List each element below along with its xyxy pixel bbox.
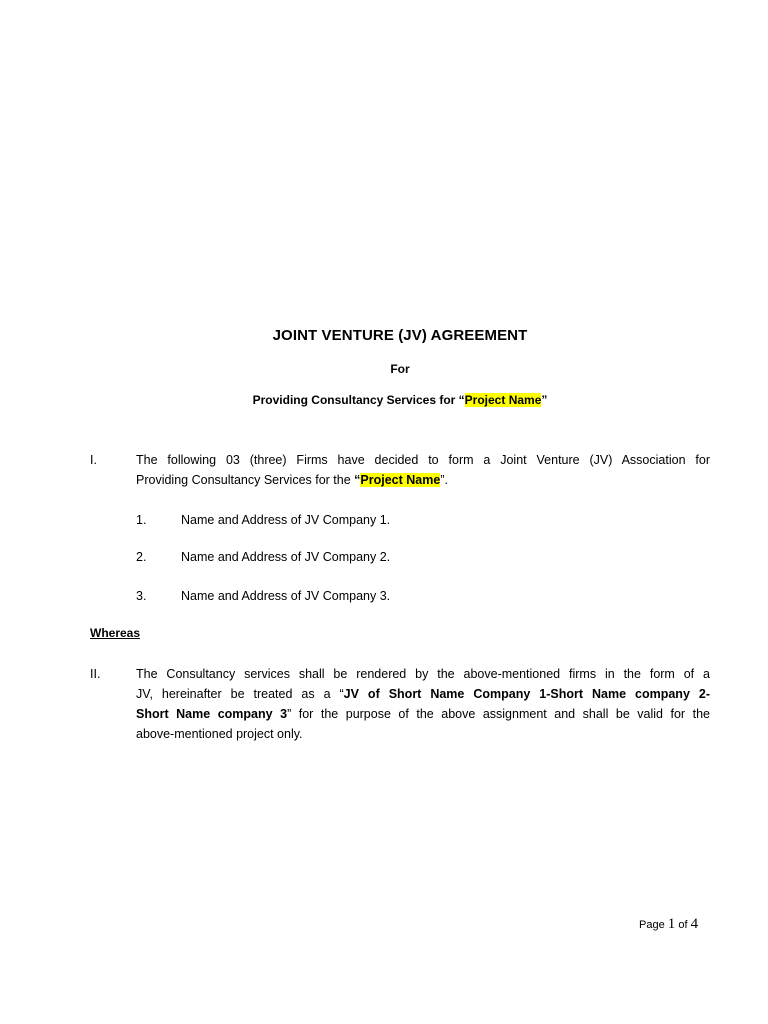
- for-label: For: [390, 362, 410, 376]
- page-label: Page: [639, 919, 665, 931]
- paragraph-line: [136, 684, 710, 704]
- paragraph-line: [136, 704, 710, 724]
- paragraph-number: I.: [90, 453, 97, 467]
- paragraph-body: [136, 450, 710, 490]
- line-text: JV, hereinafter be treated as a “: [136, 687, 344, 701]
- quote-open: “: [354, 473, 361, 487]
- of-label: of: [678, 919, 688, 931]
- company-list-item: [136, 586, 390, 606]
- document-title: JOINT VENTURE (JV) AGREEMENT: [272, 327, 528, 344]
- list-item-text: Name and Address of JV Company 2.: [181, 550, 391, 564]
- list-item-text: Name and Address of JV Company 1.: [181, 513, 391, 527]
- current-page-number: 1: [667, 916, 676, 932]
- list-item-number: 2.: [136, 550, 147, 564]
- paragraph-line: [136, 473, 448, 487]
- whereas-heading: Whereas: [90, 626, 141, 640]
- list-item-text: Name and Address of JV Company 3.: [181, 589, 391, 603]
- jv-name-bold: JV of Short Name Company 1-Short Name company 2-: [343, 687, 710, 701]
- subtitle-prefix: Providing Consultancy Services for “: [252, 393, 465, 407]
- paragraph-ii: [90, 664, 710, 744]
- total-pages-number: 4: [690, 916, 699, 932]
- company-list-item: [136, 510, 390, 530]
- paragraph-line: The Consultancy services shall be rendered by the above-mentioned firms in the form of a: [136, 667, 710, 681]
- jv-name-bold: Short Name company 3: [136, 707, 288, 721]
- list-item-number: 1.: [136, 513, 147, 527]
- line-text: ”.: [440, 473, 448, 487]
- subtitle-project-name-highlight: Project Name: [464, 393, 542, 407]
- page-footer: [639, 916, 698, 933]
- paragraph-i: [90, 450, 710, 490]
- paragraph-number: II.: [90, 667, 101, 681]
- line-text: ” for the purpose of the above assignment and shall be valid for the: [287, 707, 710, 721]
- subtitle-suffix: ”: [541, 393, 548, 407]
- line-text: Providing Consultancy Services for the: [136, 473, 355, 487]
- document-subtitle: [0, 393, 768, 407]
- paragraph-body: [136, 664, 710, 744]
- company-list-item: [136, 547, 390, 567]
- list-item-number: 3.: [136, 589, 147, 603]
- paragraph-line: above-mentioned project only.: [136, 727, 303, 741]
- project-name-highlight: Project Name: [360, 473, 441, 487]
- paragraph-line: The following 03 (three) Firms have decided to form a Joint Venture (JV) Association for: [136, 453, 710, 467]
